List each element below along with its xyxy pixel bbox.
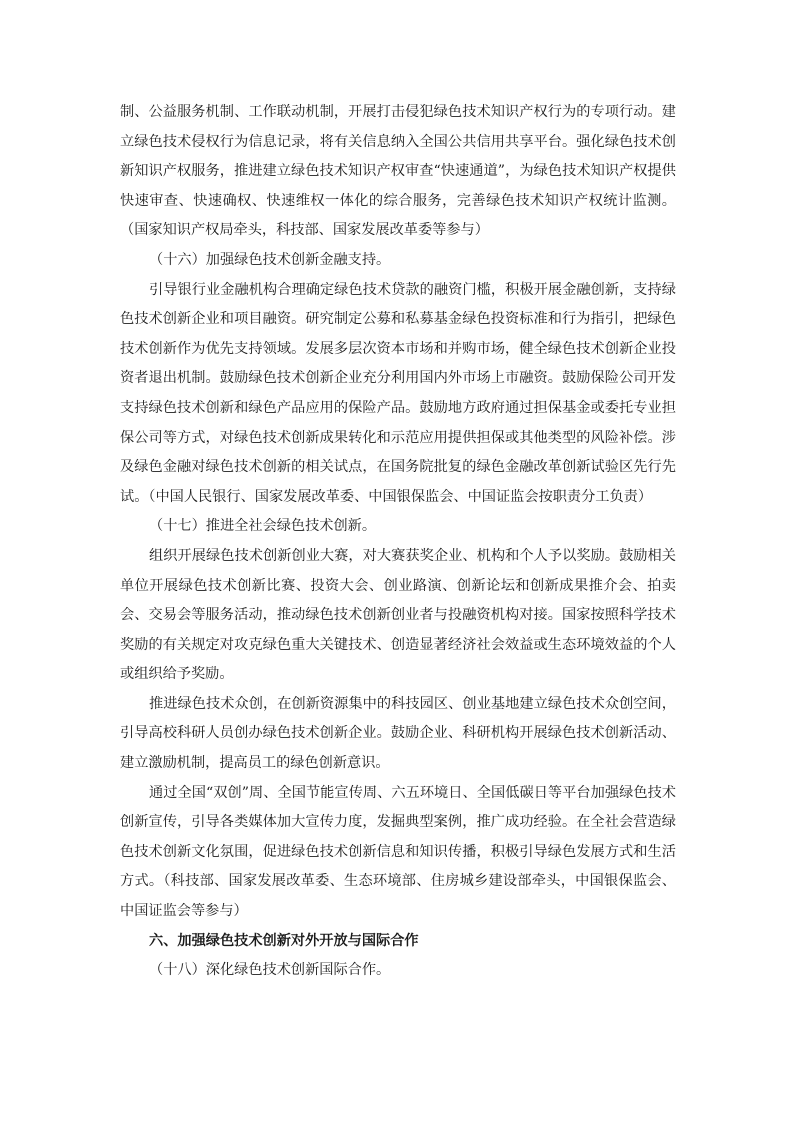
paragraph-finance-support: 引导银行业金融机构合理确定绿色技术贷款的融资门槛，积极开展金融创新，支持绿色技术创新企业和项目融资。研究制定公募和私募基金绿色投资标准和行为指引，把绿色技术创新作为优先支持领域。发展多层次资本市场和并购市场，健全绿色技术创新企业投资者退出机制。鼓励绿色技术创新企业充分利用国内外市场上市融资。鼓励保险公司开发支持绿色技术创新和绿色产品应用的保险产品。鼓励地方政府通过担保基金或委托专业担保公司等方式，对绿色技术创新成果转化和示范应用提供担保或其他类型的风险补偿。涉及绿色金融对绿色技术创新的相关试点，在国务院批复的绿色金融改革创新试验区先行先试。（中国人民银行、国家发展改革委、中国银保监会、中国证监会按职责分工负责） (120, 281, 676, 505)
subheading-18: （十八）深化绿色技术创新国际合作。 (149, 962, 391, 979)
section-heading-6: 六、加强绿色技术创新对外开放与国际合作 (149, 932, 419, 949)
paragraph-crowd-innovation: 推进绿色技术众创，在创新资源集中的科技园区、创业基地建立绿色技术众创空间，引导高校科研人员创办绿色技术创新企业。鼓励企业、科研机构开展绿色技术创新活动、建立激励机制，提高员工的绿色创新意识。 (120, 695, 676, 772)
paragraph-ip-protection: 制、公益服务机制、工作联动机制，开展打击侵犯绿色技术知识产权行为的专项行动。建立绿色技术侵权行为信息记录，将有关信息纳入全国公共信用共享平台。强化绿色技术创新知识产权服务，推进建立绿色技术知识产权审查“快速通道”，为绿色技术知识产权提供快速审查、快速确权、快速维权一体化的综合服务，完善绿色技术知识产权统计监测。（国家知识产权局牵头，科技部、国家发展改革委等参与） (120, 104, 676, 239)
subheading-16: （十六）加强绿色技术创新金融支持。 (149, 251, 391, 268)
paragraph-publicity: 通过全国“双创”周、全国节能宣传周、六五环境日、全国低碳日等平台加强绿色技术创新宣传，引导各类媒体加大宣传力度，发掘典型案例，推广成功经验。在全社会营造绿色技术创新文化氛围，促进绿色技术创新信息和知识传播，积极引导绿色发展方式和生活方式。（科技部、国家发展改革委、生态环境部、住房城乡建设部牵头，中国银保监会、中国证监会等参与） (120, 784, 676, 920)
document-body (120, 98, 676, 986)
subheading-17: （十七）推进全社会绿色技术创新。 (149, 518, 377, 535)
paragraph-competition: 组织开展绿色技术创新创业大赛，对大赛获奖企业、机构和个人予以奖励。鼓励相关单位开展绿色技术创新比赛、投资大会、创业路演、创新论坛和创新成果推介会、拍卖会、交易会等服务活动，推动绿色技术创新创业者与投融资机构对接。国家按照科学技术奖励的有关规定对攻克绿色重大关键技术、创造显著经济社会效益或生态环境效益的个人或组织给予奖励。 (120, 547, 676, 683)
